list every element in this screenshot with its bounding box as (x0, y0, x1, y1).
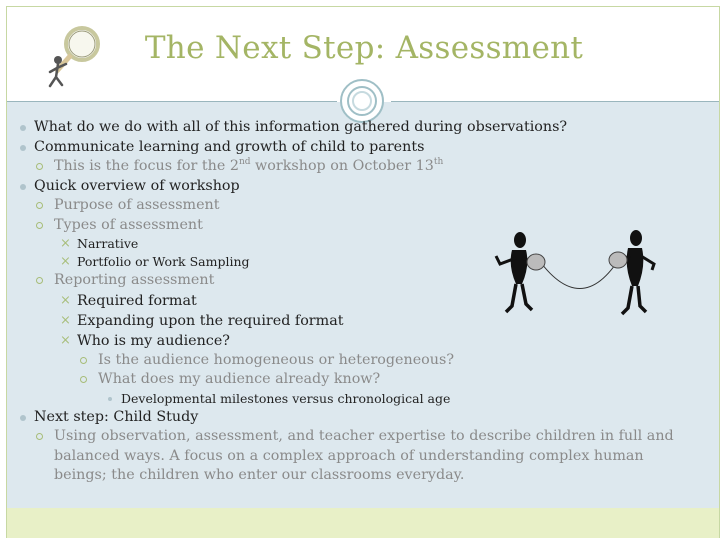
bullet-item: × Narrative (20, 235, 710, 253)
bullet-item (20, 157, 710, 177)
superscript: nd (238, 157, 251, 168)
bullet-item: × Portfolio or Work Sampling (20, 253, 710, 271)
bullet-item: × Who is my audience? (20, 331, 710, 351)
bullet-item: Developmental milestones versus chronological age (20, 390, 710, 408)
bullet-item: Is the audience homogeneous or heterogeneous? (20, 351, 710, 371)
bullet-item: What do we do with all of this information gathered during observations? (20, 118, 710, 138)
bullet-item: Communicate learning and growth of child to parents (20, 138, 710, 158)
tin-can-telephone-figures-icon (486, 226, 676, 342)
footer-band (7, 508, 719, 538)
bullet-item: × Required format (20, 291, 710, 311)
bullet-item: What does my audience already know? (20, 370, 710, 390)
bullet-item: Purpose of assessment (20, 196, 710, 216)
superscript: th (433, 157, 444, 168)
concentric-circle-icon (340, 79, 384, 123)
bullet-item: Using observation, assessment, and teacher expertise to describe children in full and balanced ways. A focus on a complex approach of understanding complex human beings; the children who enter our classrooms everyday. (20, 427, 710, 486)
header-divider-right (391, 101, 719, 102)
header-divider-left (7, 101, 337, 102)
bullet-item: Types of assessment (20, 216, 710, 236)
bullet-item: Reporting assessment (20, 271, 710, 291)
bullet-item: Quick overview of workshop (20, 177, 710, 197)
bullet-text: This is the focus for the 2 (54, 158, 239, 174)
bullet-item: Next step: Child Study (20, 408, 710, 428)
slide-title: The Next Step: Assessment (144, 30, 584, 66)
bullet-text: workshop on October 13 (250, 158, 434, 174)
bullet-item: × Expanding upon the required format (20, 311, 710, 331)
